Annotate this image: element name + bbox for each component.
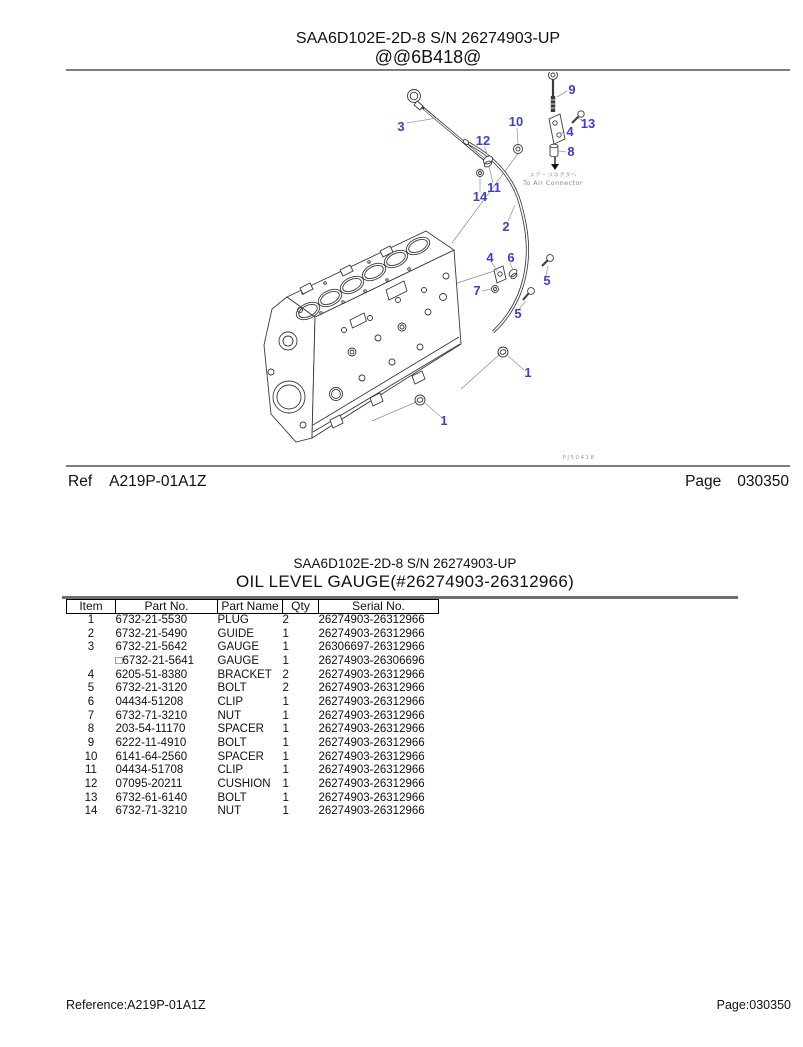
callout-label: 4	[566, 124, 574, 139]
table-cell: 203-54-11170	[115, 723, 186, 736]
table-cell: 26274903-26312966	[318, 805, 425, 818]
table-cell: 10	[84, 750, 98, 763]
drawing-code: PJ50418	[562, 455, 596, 461]
parts-table-body	[67, 614, 439, 819]
table-cell: 6222-11-4910	[115, 736, 187, 749]
col-header-qty: Qty	[283, 600, 319, 614]
exploded-parts-diagram	[60, 72, 800, 462]
parts-table	[66, 599, 439, 819]
table-cell: CLIP	[217, 695, 244, 708]
table-cell: 1	[282, 764, 289, 777]
table-cell: 6732-21-5490	[115, 627, 188, 640]
table-cell: 1	[87, 614, 95, 626]
table-row	[67, 696, 439, 710]
table-cell: 04434-51208	[115, 695, 184, 708]
model-title: SAA6D102E-2D-8 S/N 26274903-UP	[295, 30, 561, 47]
section-name-title: OIL LEVEL GAUGE(#26274903-26312966)	[235, 572, 575, 591]
table-cell: 1	[282, 695, 289, 708]
table-row	[67, 764, 439, 778]
ref-label: Ref	[68, 473, 93, 490]
bolt-5b-drawing	[523, 288, 534, 300]
guide-tube-drawing	[462, 139, 527, 332]
table-cell: 26274903-26312966	[318, 777, 425, 790]
table-cell: 2	[282, 668, 289, 681]
footer-reference: Reference:A219P-01A1Z	[66, 998, 206, 1012]
table-cell: 26274903-26312966	[318, 682, 425, 695]
parts-table-header	[67, 600, 439, 614]
table-cell: 6732-61-6140	[115, 791, 188, 804]
table-cell: 1	[282, 723, 289, 736]
callout-label: 13	[580, 116, 596, 131]
table-cell: GAUGE	[217, 654, 260, 667]
table-cell: SPACER	[217, 723, 264, 736]
bolt-9-drawing	[549, 72, 558, 112]
col-header-partno: Part No.	[116, 600, 218, 614]
table-cell: 6732-71-3210	[115, 709, 188, 722]
table-cell: 1	[282, 654, 289, 667]
col-header-item: Item	[67, 600, 116, 614]
table-cell: CUSHION	[217, 777, 271, 790]
section-title-block	[62, 556, 748, 593]
table-cell: GAUGE	[217, 641, 260, 654]
callout-label: 14	[472, 189, 488, 204]
table-cell: BOLT	[217, 736, 247, 749]
table-cell: 1	[282, 641, 289, 654]
table-cell: 7	[87, 709, 95, 722]
table-cell: 26274903-26312966	[318, 668, 425, 681]
page-number: 030350	[737, 473, 789, 490]
table-cell: 26274903-26306696	[318, 654, 425, 667]
table-cell: 6732-71-3210	[115, 805, 188, 818]
air-connector-arrow	[551, 157, 559, 170]
table-cell: 6732-21-5530	[115, 614, 188, 626]
callout-label: 4	[486, 250, 494, 265]
clip-12-drawing	[482, 154, 494, 168]
table-cell: 13	[84, 791, 98, 804]
washer-7-drawing	[492, 286, 499, 293]
table-cell: 12	[84, 777, 98, 790]
top-divider	[66, 69, 790, 71]
table-cell	[67, 655, 116, 669]
table-row	[67, 778, 439, 792]
table-cell: PLUG	[217, 614, 249, 626]
page-label: Page	[685, 473, 722, 490]
table-cell: 26274903-26312966	[318, 614, 425, 626]
table-cell: BRACKET	[217, 668, 272, 681]
table-cell: 6732-21-5642	[115, 641, 188, 654]
callout-label: 6	[507, 250, 515, 265]
callout-label: 1	[524, 365, 532, 380]
spacer-8-drawing	[550, 144, 558, 157]
table-cell: 8	[87, 723, 95, 736]
table-cell: BOLT	[217, 791, 247, 804]
air-connector-annotation-en: To Air Connector	[523, 179, 583, 187]
table-cell: 26274903-26312966	[318, 791, 425, 804]
mid-divider	[66, 465, 790, 467]
table-cell: 11	[85, 764, 97, 777]
callout-label: 5	[543, 273, 551, 288]
table-cell: 26274903-26312966	[318, 627, 425, 640]
callout-label: 2	[502, 219, 510, 234]
bolt-5a-drawing	[542, 255, 553, 266]
figure-code-title: @@6B418@	[374, 47, 482, 67]
table-cell: 26274903-26312966	[318, 764, 425, 777]
col-header-serial: Serial No.	[319, 600, 439, 614]
table-cell: 1	[282, 750, 289, 763]
table-row	[67, 669, 439, 683]
section-model-title: SAA6D102E-2D-8 S/N 26274903-UP	[293, 556, 517, 571]
dipstick-drawing	[408, 90, 487, 162]
table-cell: 2	[87, 627, 95, 640]
ref-value: A219P-01A1Z	[109, 473, 207, 490]
table-cell: 26274903-26312966	[318, 736, 425, 749]
table-row	[67, 655, 439, 669]
table-cell: 6141-64-2560	[115, 750, 188, 763]
callout-label: 7	[473, 283, 481, 298]
callout-label: 11	[487, 180, 501, 195]
table-cell: NUT	[217, 709, 242, 722]
table-row	[67, 682, 439, 696]
table-cell: 6205-51-8380	[115, 668, 188, 681]
table-cell: NUT	[217, 805, 242, 818]
table-cell: 26274903-26312966	[318, 750, 425, 763]
bracket-4-upper-drawing	[549, 114, 565, 144]
table-row	[67, 737, 439, 751]
plug-1b-drawing	[415, 395, 425, 405]
ref-page-line	[0, 473, 803, 493]
callout-label: 12	[475, 133, 491, 148]
table-cell: GUIDE	[217, 627, 254, 640]
washer-14-drawing	[477, 170, 484, 177]
callout-label: 9	[568, 82, 576, 97]
table-cell: 1	[282, 777, 289, 790]
table-cell: 26274903-26312966	[318, 723, 425, 736]
table-cell: 5	[87, 682, 95, 695]
table-cell: 4	[87, 668, 95, 681]
table-cell: 9	[87, 736, 95, 749]
table-cell: BOLT	[217, 682, 247, 695]
callout-label: 1	[440, 413, 448, 428]
callout-label: 5	[514, 306, 522, 321]
table-cell: 2	[282, 614, 289, 626]
air-connector-annotation-jp: エア・コネクタヘ	[529, 172, 577, 179]
table-cell: 2	[282, 682, 289, 695]
table-row	[67, 614, 439, 628]
table-cell: 1	[282, 791, 289, 804]
table-row	[67, 641, 439, 655]
col-header-partname: Part Name	[218, 600, 283, 614]
table-cell: □6732-21-5641	[115, 654, 195, 667]
table-cell: 1	[282, 709, 289, 722]
table-cell: 6732-21-3120	[115, 682, 188, 695]
table-cell: 14	[84, 805, 98, 818]
table-row	[67, 628, 439, 642]
page-footer	[0, 998, 803, 1014]
table-row	[67, 723, 439, 737]
table-cell: 07095-20211	[115, 777, 183, 790]
table-row	[67, 710, 439, 724]
callout-label: 3	[397, 119, 405, 134]
table-cell: CLIP	[217, 764, 244, 777]
table-cell: 1	[282, 627, 289, 640]
header-title-block	[66, 29, 790, 67]
table-row	[67, 792, 439, 806]
table-cell: 04434-51708	[115, 764, 184, 777]
table-cell: SPACER	[217, 750, 264, 763]
callout-label: 10	[508, 114, 524, 129]
table-cell: 1	[282, 736, 289, 749]
table-row	[67, 751, 439, 765]
table-cell: 26306697-26312966	[318, 641, 425, 654]
callout-label: 8	[567, 144, 575, 159]
table-cell: 6	[87, 695, 95, 708]
plug-1a-drawing	[498, 347, 508, 357]
table-cell: 26274903-26312966	[318, 695, 425, 708]
table-cell: 1	[282, 805, 289, 818]
table-cell: 3	[87, 641, 95, 654]
footer-page: Page:030350	[716, 998, 791, 1012]
table-cell: 26274903-26312966	[318, 709, 425, 722]
table-row	[67, 805, 439, 819]
engine-block-drawing	[264, 231, 461, 442]
washer-10-drawing	[514, 145, 523, 154]
